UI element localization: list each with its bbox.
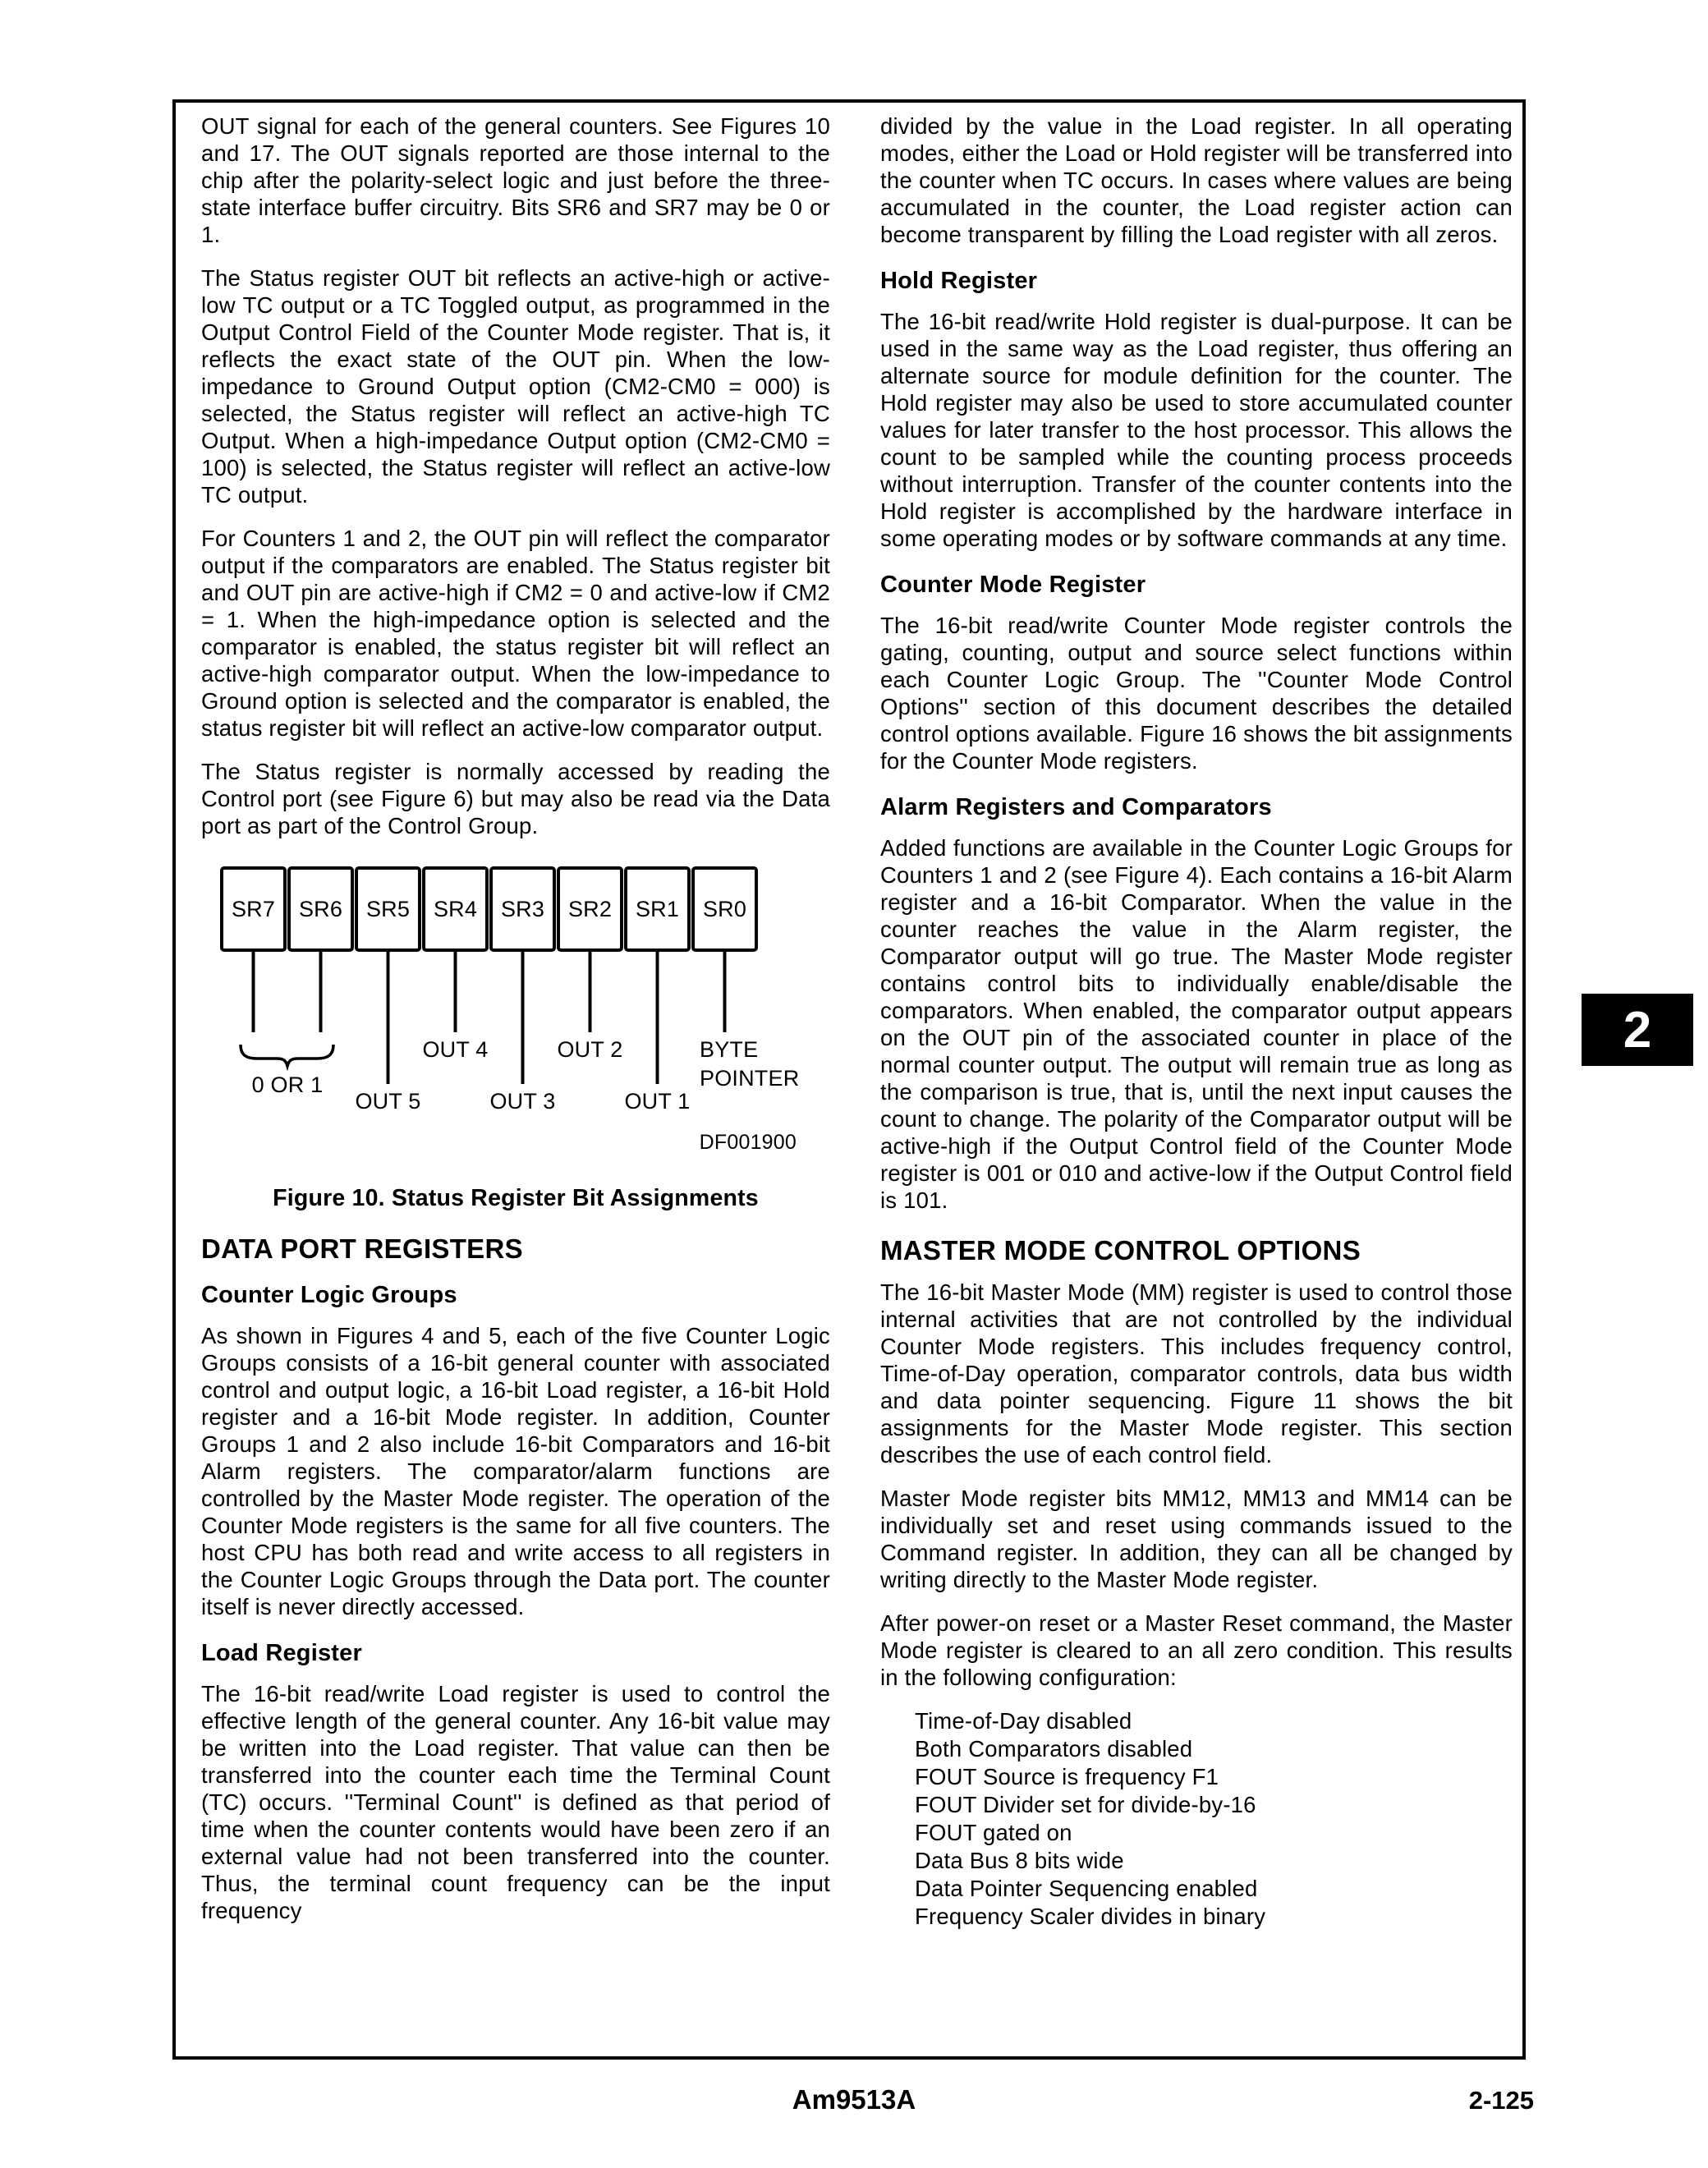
paragraph-counters-1-2: For Counters 1 and 2, the OUT pin will reflect the comparator output if the comparators are enabled. The Status register bit and OUT pin are active-high if CM2 = 0 and active-low if CM2 = 1. When the high-impedance option is selected and the comparator is enabled, the status register bit will reflect an active-high comparator output. When the low-impedance to Ground option is selected and the comparator is enabled, the status register bit will reflect an active-low comparator output. (201, 526, 830, 741)
label-out2: OUT 2 (557, 1037, 623, 1062)
footer-part-number: Am9513A (792, 2084, 916, 2115)
label-out1: OUT 1 (624, 1089, 691, 1114)
paragraph-status-access: The Status register is normally accessed by reading the Control port (see Figure 6) but may also be read via the Data port as part of the Control Group. (201, 759, 830, 838)
paragraph-load-register: The 16-bit read/write Load register is used to control the effective length of the general counter. Any 16-bit value may be written into the Load register. That value can then be transferred into the counter each time the Terminal Count (TC) occurs. ''Terminal Count'' is defined as that period of time when the counter contents would have been zero if an external value had not been transferred into the counter. Thus, the terminal count frequency can be the input frequency (201, 1681, 830, 1923)
section-tab-2: 2 (1582, 994, 1693, 1066)
bit-label-sr6: SR6 (298, 897, 343, 921)
bit-label-sr7: SR7 (231, 897, 276, 921)
section-heading-master-mode-control-options: MASTER MODE CONTROL OPTIONS (880, 1235, 1361, 1265)
label-0-or-1: 0 OR 1 (251, 1073, 324, 1097)
paragraph-counter-mode-register: The 16-bit read/write Counter Mode register controls the gating, counting, output and source select functions within each Counter Logic Group. The ''Counter Mode Control Options'' section of this document describes the detailed control options available. Figure 16 shows the bit assignments for the Counter Mode registers. (880, 613, 1513, 774)
section-heading-counter-mode-register: Counter Mode Register (880, 572, 1146, 598)
footer-page-number: 2-125 (1468, 2086, 1534, 2115)
paragraph-master-mode: The 16-bit Master Mode (MM) register is used to control those internal activities that are not controlled by the individual Counter Mode registers. This includes frequency control, Time-of-Day operation, comparator controls, data bus width and data pointer sequencing. Figure 11 shows the bit assignments for the Master Mode register. This section describes the use of each control field. (880, 1279, 1513, 1468)
bit-label-sr1: SR1 (635, 897, 680, 921)
brace-sr7-sr6 (241, 1045, 333, 1066)
bit-label-sr5: SR5 (365, 897, 411, 921)
list-item: FOUT Source is frequency F1 (915, 1764, 1219, 1789)
list-item: Frequency Scaler divides in binary (915, 1904, 1266, 1929)
figure-status-register-diagram (201, 856, 830, 1212)
section-heading-hold-register: Hold Register (880, 268, 1038, 294)
section-heading-alarm-registers: Alarm Registers and Comparators (880, 794, 1272, 820)
paragraph-counter-logic-groups: As shown in Figures 4 and 5, each of the five Counter Logic Groups consists of a 16-bit general counter with associated control and output logic, a 16-bit Load register, a 16-bit Hold register and a 16-bit Mode register. In addition, Counter Groups 1 and 2 also include 16-bit Comparators and 16-bit Alarm registers. The comparator/alarm functions are controlled by the Master Mode register. The operation of the Counter Mode registers is the same for all five counters. The host CPU has both read and write access to all registers in the Counter Logic Groups through the Data port. The counter itself is never directly accessed. (201, 1323, 830, 1619)
bit-label-sr4: SR4 (433, 897, 478, 921)
section-heading-counter-logic-groups: Counter Logic Groups (201, 1282, 457, 1308)
label-pointer: POINTER (700, 1066, 800, 1091)
right-column (880, 113, 1513, 1931)
bit-label-sr0: SR0 (702, 897, 747, 921)
paragraph-out-signal: OUT signal for each of the general counters. See Figures 10 and 17. The OUT signals reported are those internal to the chip after the polarity-select logic and just before the three-state interface buffer circuitry. Bits SR6 and SR7 may be 0 or 1. (201, 113, 830, 247)
list-item: Data Bus 8 bits wide (915, 1848, 1124, 1873)
list-item: Time-of-Day disabled (915, 1708, 1132, 1734)
paragraph-mm-bits: Master Mode register bits MM12, MM13 and MM14 can be individually set and reset using commands issued to the Command register. In addition, they can all be changed by writing directly to the Master Mode register. (880, 1486, 1513, 1592)
list-item: Data Pointer Sequencing enabled (915, 1876, 1258, 1901)
label-out4: OUT 4 (422, 1037, 489, 1062)
paragraph-status-out-bit: The Status register OUT bit reflects an active-high or active-low TC output or a TC Toggled output, as programmed in the Output Control Field of the Counter Mode register. That is, it reflects the exact state of the OUT pin. When the low-impedance to Ground Output option (CM2-CM0 = 000) is selected, the Status register will reflect an active-high TC Output. When a high-impedance Output option (CM2-CM0 = 100) is selected, the Status register will reflect an active-low TC output. (201, 265, 830, 508)
bit-label-sr2: SR2 (567, 897, 613, 921)
figure-10-caption: Figure 10. Status Register Bit Assignments (273, 1185, 759, 1211)
left-column (201, 113, 830, 1941)
label-out5: OUT 5 (355, 1089, 421, 1114)
paragraph-power-on-reset: After power-on reset or a Master Reset command, the Master Mode register is cleared to an all zero condition. This results in the following configuration: (880, 1610, 1513, 1690)
default-configuration-list (880, 1707, 1513, 1931)
list-item: FOUT gated on (915, 1820, 1072, 1845)
label-byte: BYTE (700, 1037, 759, 1062)
section-heading-data-port-registers: DATA PORT REGISTERS (201, 1233, 523, 1264)
bit-label-sr3: SR3 (500, 897, 545, 921)
paragraph-load-continued: divided by the value in the Load register. In all operating modes, either the Load or Hold register will be transferred into the counter when TC occurs. In cases where values are being accumulated in the counter, the Load register action can become transparent by filling the Load register with all zeros. (880, 113, 1513, 247)
figure-code: DF001900 (699, 1131, 797, 1154)
status-register-bit-diagram (201, 856, 830, 1168)
label-out3: OUT 3 (489, 1089, 556, 1114)
paragraph-hold-register: The 16-bit read/write Hold register is dual-purpose. It can be used in the same way as the Load register, thus offering an alternate source for module definition for the counter. The Hold register may also be used to store accumulated counter values for later transfer to the host processor. This allows the count to be sampled while the counting process proceeds without interruption. Transfer of the counter contents into the Hold register is accomplished by the hardware interface in some operating modes or by software commands at any time. (880, 309, 1513, 551)
list-item: Both Comparators disabled (915, 1736, 1193, 1762)
paragraph-alarm-registers: Added functions are available in the Counter Logic Groups for Counters 1 and 2 (see Figure 4). Each contains a 16-bit Alarm register and a 16-bit Comparator. When the value in the counter reaches the value in the Alarm register, the Comparator output will go true. The Master Mode register contains control bits to individually enable/disable the comparators. When enabled, the comparator output appears on the OUT pin of the associated counter in place of the normal counter output. The output will remain true as long as the comparison is true, that is, until the next input causes the count to change. The polarity of the Comparator output will be active-high if the Output Control field of the Counter Mode register is 001 or 010 and active-low if the Output Control field is 101. (880, 835, 1513, 1213)
list-item: FOUT Divider set for divide-by-16 (915, 1792, 1256, 1817)
section-heading-load-register: Load Register (201, 1640, 362, 1666)
